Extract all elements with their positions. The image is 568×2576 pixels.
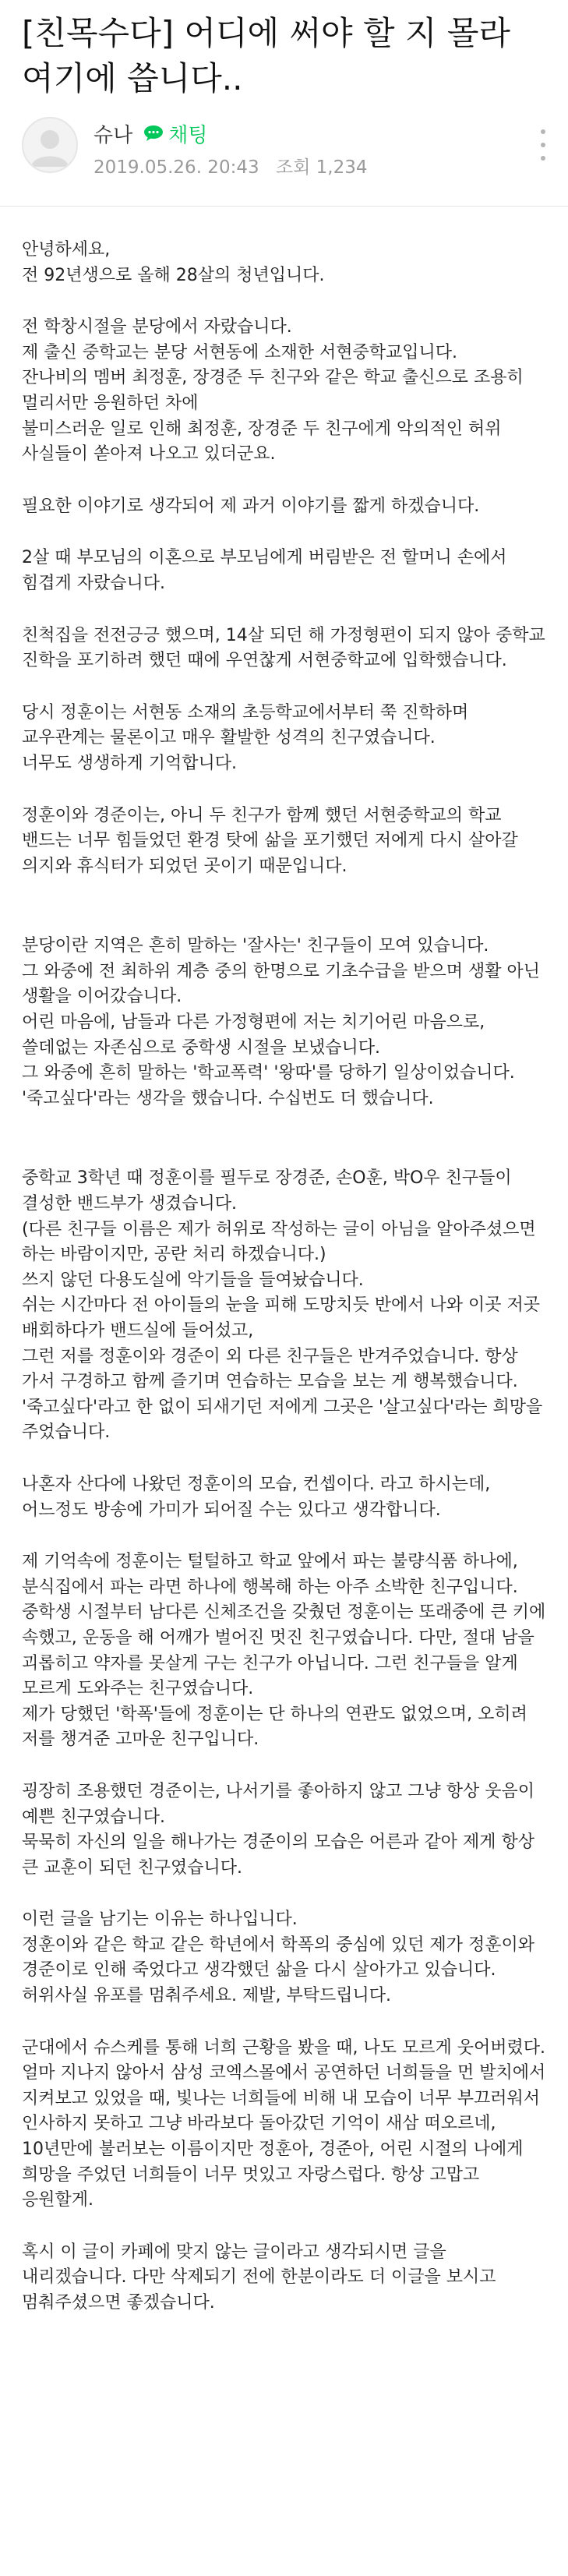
body-line: 쉬는 시간마다 전 아이들의 눈을 피해 도망치듯 반에서 나와 이곳 저곳 배회하다가 밴드실에 들어섰고, (22, 1295, 545, 1341)
view-count: 조회 1,234 (275, 157, 368, 178)
body-line: '죽고싶다'라고 한 없이 되새기던 저에게 그곳은 '살고싶다'라는 희망을 주었습니다. (22, 1397, 549, 1443)
author-info (0, 115, 568, 192)
post-date: 2019.05.26. 20:43 (93, 157, 259, 178)
body-line: 정훈이와 같은 학교 같은 학년에서 학폭의 중심에 있던 제가 정훈이와 경준이로 인해 죽었다고 생각했던 삶을 다시 살아가고 있습니다. (22, 1935, 540, 1981)
body-line: 묵묵히 자신의 일을 해나가는 경준이의 모습은 어른과 같아 제게 항상 큰 교훈이 되던 친구였습니다. (22, 1832, 540, 1878)
body-line: 군대에서 슈스케를 통해 너희 근황을 봤을 때, 나도 모르게 웃어버렸다. (22, 2037, 545, 2058)
body-line: 분당이란 지역은 흔히 말하는 '잘사는' 친구들이 모여 있습니다. (22, 936, 489, 956)
post-meta (93, 117, 368, 178)
body-line: 쓰지 않던 다용도실에 악기들을 들여놨습니다. (22, 1270, 364, 1290)
body-line: 나혼자 산다에 나왔던 정훈이의 모습, 컨셉이다. 라고 하시는데, 어느정도 방송에 가미가 되어질 수는 있다고 생각합니다. (22, 1474, 496, 1520)
speech-bubble-icon (143, 125, 165, 142)
body-line: 안녕하세요, (22, 240, 111, 260)
body-line: 중학교 3학년 때 정훈이를 필두로 장경준, 손O훈, 박O우 친구들이 결성한 밴드부가 생겼습니다. (22, 1168, 517, 1214)
more-vertical-icon (541, 129, 545, 134)
body-line: 허위사실 유포를 멈춰주세요. 제발, 부탁드립니다. (22, 1986, 391, 2006)
body-line: 당시 정훈이는 서현동 소재의 초등학교에서부터 쭉 진학하며 교우관계는 물론이고 매우 활발한 성격의 친구였습니다. (22, 702, 475, 748)
body-line: 너무도 생생하게 기억합니다. (22, 753, 238, 773)
more-options-button[interactable] (535, 129, 551, 161)
body-line: 필요한 이야기로 생각되어 제 과거 이야기를 짧게 하겠습니다. (22, 496, 480, 516)
body-line: 불미스러운 일로 인해 최정훈, 장경준 두 친구에게 악의적인 허위 사실들이 쏟아져 나오고 있더군요. (22, 419, 507, 465)
body-line: (다른 친구들 이름은 제가 허위로 작성하는 글이 아님을 알아주셨으면 하는 바람이지만, 공란 처리 하겠습니다.) (22, 1219, 542, 1265)
body-line: 전 학창시절을 분당에서 자랐습니다. (22, 317, 292, 337)
body-line: 2살 때 부모님의 이혼으로 부모님에게 버림받은 전 할머니 손에서 힘겹게 자랐습니다. (22, 548, 513, 593)
body-line: 이런 글을 남기는 이유는 하나입니다. (22, 1910, 298, 1930)
default-user-avatar-icon (23, 118, 76, 171)
body-line: 중학생 시절부터 남다른 신체조건을 갖췄던 정훈이는 또래중에 큰 키에 속했고, 운동을 해 어깨가 벌어진 멋진 친구였습니다. 다만, 절대 남을 괴롭히고 약자를 못살게 구는 친구가 아닙니다. 그런 친구들을 알게 모르게 도와주는 친구였습니다. (22, 1602, 552, 1699)
body-line: 친척집을 전전긍긍 했으며, 14살 되던 해 가정형편이 되지 않아 중학교 진학을 포기하려 했던 때에 우연찮게 서현중학교에 입학했습니다. (22, 625, 551, 671)
chat-button[interactable] (143, 119, 207, 148)
body-line: 그런 저를 정훈이와 경준이 외 다른 친구들은 반겨주었습니다. 항상 가서 구경하고 함께 즐기며 연습하는 모습을 보는 게 행복했습니다. (22, 1346, 524, 1392)
body-line: 제가 당했던 '학폭'들에 정훈이는 단 하나의 연관도 없었으며, 오히려 저를 챙겨준 고마운 친구입니다. (22, 1704, 533, 1750)
body-line: 전 92년생으로 올해 28살의 청년입니다. (22, 265, 325, 285)
post-title: [친목수다] 어디에 써야 할 지 몰라 여기에 씁니다.. (22, 14, 510, 97)
chat-label: 채팅 (168, 123, 208, 147)
body-line: 잔나비의 멤버 최정훈, 장경준 두 친구와 같은 학교 출신으로 조용히 멀리서만 응원하던 차에 (22, 368, 529, 413)
body-line: 그 와중에 전 최하위 계층 중의 한명으로 기초수급을 받으며 생활 아닌 생활을 이어갔습니다. (22, 961, 545, 1007)
body-line: 어린 마음에, 남들과 다른 가정형편에 저는 치기어린 마음으로, 쓸데없는 자존심으로 중학생 시절을 보냈습니다. (22, 1012, 491, 1058)
body-line: 정훈이와 경준이는, 아니 두 친구가 함께 했던 서현중학교의 학교 밴드는 너무 힘들었던 환경 탓에 삶을 포기했던 저에게 다시 살아갈 의지와 휴식터가 되었던 곳이기 때문입니다. (22, 805, 524, 876)
avatar[interactable] (22, 117, 78, 173)
body-line: '죽고싶다'라는 생각을 했습니다. 수십번도 더 했습니다. (22, 1088, 434, 1108)
body-line: 제 출신 중학교는 분당 서현동에 소재한 서현중학교입니다. (22, 342, 458, 362)
body-line: 굉장히 조용했던 경준이는, 나서기를 좋아하지 않고 그냥 항상 웃음이 예쁜 친구였습니다. (22, 1781, 540, 1827)
body-line: 혹시 이 글이 카페에 맞지 않는 글이라고 생각되시면 글을 내리겠습니다. 다만 삭제되기 전에 한분이라도 더 이글을 보시고 멈춰주셨으면 좋겠습니다. (22, 2242, 502, 2313)
body-line: 제 기억속에 정훈이는 털털하고 학교 앞에서 파는 불량식품 하나에, 분식집에서 파는 라면 하나에 행복해 하는 아주 소박한 친구입니다. (22, 1552, 524, 1597)
body-line: 얼마 지나지 않아서 삼성 코엑스몰에서 공연하던 너희들을 먼 발치에서 지켜보고 있었을 때, 빛나는 너희들에 비해 내 모습이 너무 부끄러워서 인사하지 못하고 그냥 바라보다 돌아갔던 기억이 새삼 떠오르네, (22, 2063, 552, 2134)
post-body (0, 207, 568, 2316)
body-line: 10년만에 불러보는 이름이지만 정훈아, 경준아, 어린 시절의 나에게 희망을 주었던 너희들이 너무 멋있고 자랑스럽다. 항상 고맙고 응원할게. (22, 2140, 529, 2210)
author-name[interactable]: 슈나 (93, 123, 133, 147)
body-line: 그 와중에 흔히 말하는 '학교폭력' '왕따'를 당하기 일상이었습니다. (22, 1063, 515, 1083)
